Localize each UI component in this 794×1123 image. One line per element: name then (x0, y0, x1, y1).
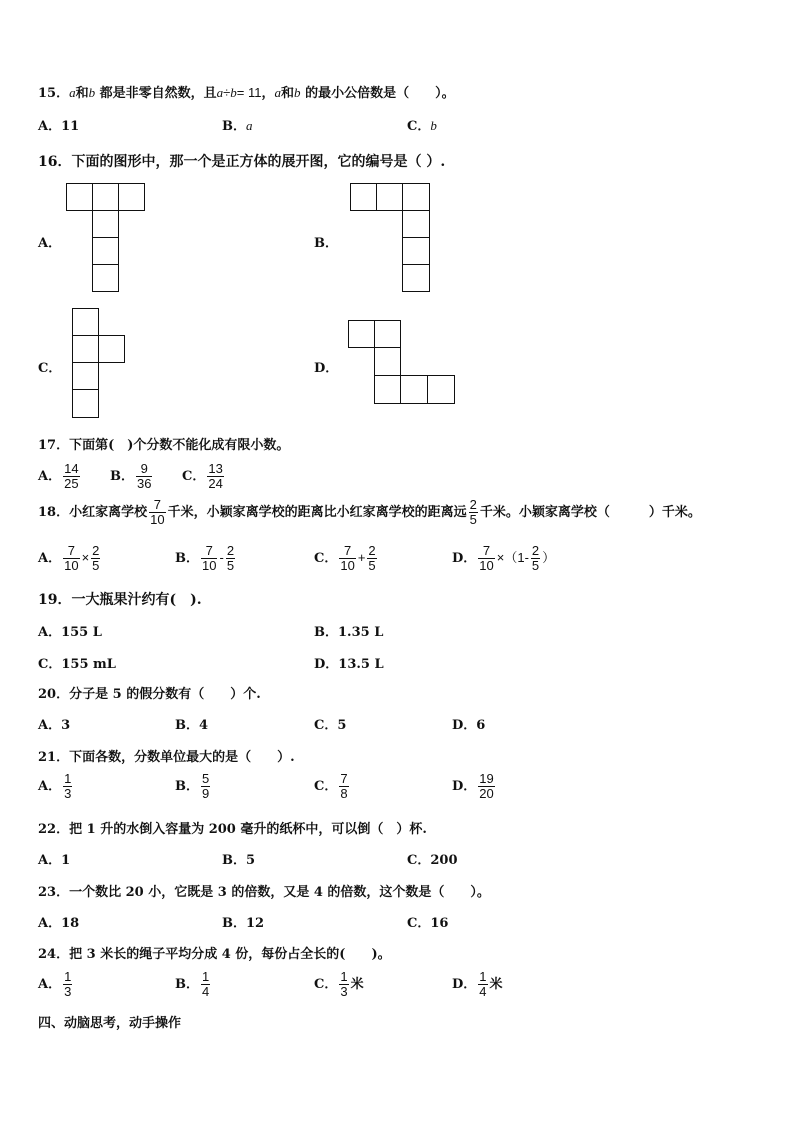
q21-option-d[interactable]: D． $\frac{19}{20}$ (452, 771, 494, 801)
q18-option-d[interactable]: D． $\frac{7}{10}$ ×（1- $\frac{2}{5}$ ） (452, 543, 556, 573)
fraction: $\frac{7}{8}$ (340, 771, 348, 801)
q19-option-c[interactable]: C．155 mL (38, 657, 116, 672)
q22-option-a[interactable]: A．1 (38, 853, 71, 868)
q18-option-b[interactable]: B． $\frac{7}{10}$ - $\frac{2}{5}$ (175, 543, 235, 573)
q17-stem: 17．下面第( )个分数不能化成有限小数。 (38, 438, 290, 453)
net-square (351, 184, 377, 211)
net-square (428, 376, 455, 404)
q23-stem: 23．一个数比 20 小，它既是 3 的倍数，又是 4 的倍数，这个数是（ ）。 (38, 885, 490, 900)
q15-option-c[interactable]: C．b (407, 118, 437, 134)
fraction: $\frac{1}{3}$ (64, 771, 72, 801)
q16-option-c[interactable]: C． (38, 361, 62, 376)
fraction: $\frac{1}{4}$ (479, 969, 487, 999)
q23-option-a[interactable]: A．18 (38, 916, 80, 931)
q16-net-a (66, 183, 146, 295)
q24-option-c[interactable]: C． $\frac{1}{3}$ 米 (314, 969, 364, 999)
fraction: $\frac{14}{25}$ (64, 461, 79, 491)
q19-option-d[interactable]: D．13.5 L (314, 657, 384, 672)
q24-option-b[interactable]: B． $\frac{1}{4}$ (175, 969, 210, 999)
q21-stem: 21．下面各数，分数单位最大的是（ ）. (38, 750, 295, 765)
q19-stem: 19．一大瓶果汁约有( ). (38, 592, 202, 608)
net-square (403, 265, 430, 292)
q15-option-b[interactable]: B．a (222, 118, 253, 134)
q18-option-c[interactable]: C． $\frac{7}{10}$ + $\frac{2}{5}$ (314, 543, 376, 573)
q15-stem: 15．a和b 都是非零自然数，且a÷b= 11，a和b 的最小公倍数是（ ）。 (38, 85, 455, 101)
fraction: $\frac{7}{10}$ (202, 543, 217, 573)
q23-option-c[interactable]: C．16 (407, 916, 449, 931)
net-square (99, 336, 125, 363)
net-square (93, 238, 119, 265)
q15-option-a[interactable]: A．11 (38, 119, 80, 134)
q16-net-c (72, 308, 128, 421)
net-square (403, 238, 430, 265)
q17-option-b[interactable]: B． $\frac{9}{36}$ (110, 461, 152, 491)
q21-option-b[interactable]: B． $\frac{5}{9}$ (175, 771, 210, 801)
fraction: $\frac{1}{3}$ (64, 969, 72, 999)
q20-option-a[interactable]: A．3 (38, 718, 71, 733)
fraction: $\frac{7}{10}$ (64, 543, 79, 573)
q20-stem: 20．分子是 5 的假分数有（ ）个. (38, 687, 261, 702)
q24-stem: 24．把 3 米长的绳子平均分成 4 份，每份占全长的( )。 (38, 947, 391, 962)
q18-option-a[interactable]: A． $\frac{7}{10}$ × $\frac{2}{5}$ (38, 543, 100, 573)
q24-option-a[interactable]: A． $\frac{1}{3}$ (38, 969, 72, 999)
fraction: $\frac{1}{3}$ (340, 969, 348, 999)
fraction: $\frac{7}{10}$ (150, 497, 165, 527)
fraction: $\frac{2}{5}$ (368, 543, 376, 573)
net-square (73, 363, 99, 390)
fraction: $\frac{13}{24}$ (208, 461, 223, 491)
net-square (375, 348, 401, 376)
fraction: $\frac{1}{4}$ (202, 969, 210, 999)
net-square (401, 376, 428, 404)
q19-option-a[interactable]: A．155 L (38, 625, 102, 640)
q22-option-b[interactable]: B．5 (222, 853, 256, 868)
net-square (73, 390, 99, 418)
q16-option-b[interactable]: B． (314, 236, 338, 251)
fraction: $\frac{5}{9}$ (202, 771, 210, 801)
fraction: $\frac{2}{5}$ (469, 497, 477, 527)
q16-option-d[interactable]: D． (314, 361, 339, 376)
q22-stem: 22．把 1 升的水倒入容量为 200 毫升的纸杯中，可以倒（ ）杯. (38, 822, 427, 837)
fraction: $\frac{7}{10}$ (479, 543, 494, 573)
fraction: $\frac{7}{10}$ (340, 543, 355, 573)
net-square (403, 211, 430, 238)
q21-option-c[interactable]: C． $\frac{7}{8}$ (314, 771, 348, 801)
net-square (73, 309, 99, 336)
q17-option-a[interactable]: A． $\frac{14}{25}$ (38, 461, 79, 491)
q20-option-d[interactable]: D．6 (452, 718, 486, 733)
q16-option-a[interactable]: A． (38, 236, 62, 251)
net-square (67, 184, 93, 211)
q23-option-b[interactable]: B．12 (222, 916, 265, 931)
net-square (93, 184, 119, 211)
net-square (73, 336, 99, 363)
q16-net-b (350, 183, 432, 295)
fraction: $\frac{2}{5}$ (531, 543, 540, 573)
fraction: $\frac{9}{36}$ (137, 461, 152, 491)
net-square (403, 184, 430, 211)
q16-stem: 16．下面的图形中，那一个是正方体的展开图，它的编号是（ ）. (38, 154, 446, 170)
q17-option-c[interactable]: C． $\frac{13}{24}$ (182, 461, 223, 491)
net-square (375, 321, 401, 348)
net-square (93, 265, 119, 292)
q16-net-d (348, 320, 458, 406)
q24-option-d[interactable]: D． $\frac{1}{4}$ 米 (452, 969, 503, 999)
section-title: 四、动脑思考，动手操作 (38, 1016, 182, 1031)
q20-option-b[interactable]: B．4 (175, 718, 209, 733)
net-square (349, 321, 375, 348)
q20-option-c[interactable]: C．5 (314, 718, 347, 733)
net-square (377, 184, 403, 211)
q21-option-a[interactable]: A． $\frac{1}{3}$ (38, 771, 72, 801)
net-square (375, 376, 401, 404)
fraction: $\frac{19}{20}$ (479, 771, 494, 801)
fraction: $\frac{2}{5}$ (92, 543, 100, 573)
fraction: $\frac{2}{5}$ (226, 543, 235, 573)
net-square (93, 211, 119, 238)
q19-option-b[interactable]: B．1.35 L (314, 625, 384, 640)
q18-stem: 18．小红家离学校 $\frac{7}{10}$ 千米，小颖家离学校的距离比小红家离学校的距离远 $\frac{2}{5}$ 千米。小颖家离学校（ ）千米。 (38, 497, 701, 527)
q22-option-c[interactable]: C．200 (407, 853, 458, 868)
net-square (119, 184, 145, 211)
